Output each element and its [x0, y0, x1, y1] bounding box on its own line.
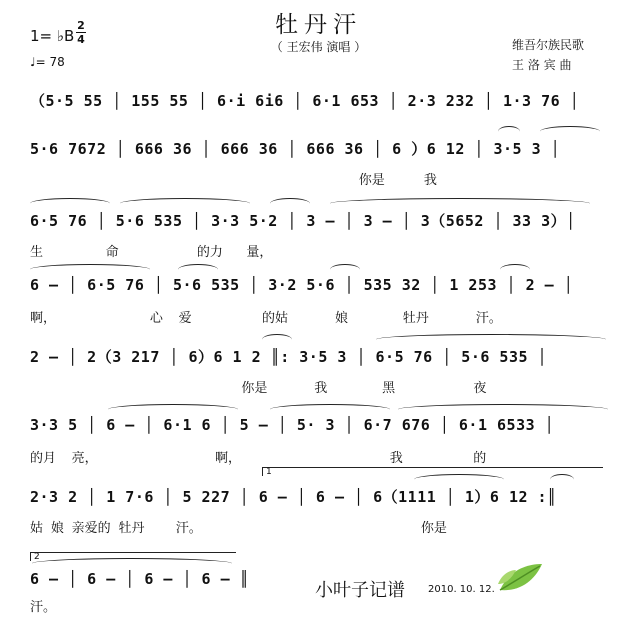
- slur: [30, 264, 150, 275]
- slur: [270, 404, 390, 415]
- slur: [376, 334, 606, 345]
- slur: [32, 558, 232, 569]
- slur: [178, 264, 218, 275]
- notes-line: 3·3 5 │ 6 – │ 6·1 6 │ 5 – │ 5· 3 │ 6·7 676 │ 6·1 6533 │: [30, 416, 555, 434]
- performer-subtitle: （ 王宏伟 演唱 ）: [270, 40, 367, 54]
- score-row-4: [30, 264, 608, 344]
- notes-line: 6 – │ 6·5 76 │ 5·6 535 │ 3·2 5·6 │ 535 32 │ 1 253 │ 2 – │: [30, 276, 574, 294]
- time-signature-top: 2: [77, 19, 85, 32]
- slur: [120, 198, 250, 209]
- slur: [30, 198, 110, 209]
- notes-line: 5·6 7672 │ 666 36 │ 666 36 │ 666 36 │ 6 ）6 12 │ 3·5 3 │: [30, 140, 561, 158]
- slur: [330, 198, 590, 209]
- song-title: 牡丹汗: [275, 12, 362, 38]
- score-row-2: [30, 126, 608, 206]
- slur: [398, 404, 608, 415]
- slur: [498, 126, 520, 137]
- lyrics-line: 你是 我: [30, 173, 437, 188]
- second-ending-number: 2: [34, 552, 40, 562]
- lyrics-line: 啊， 心 爱 的姑 娘 牡丹 汗。: [30, 311, 502, 326]
- transcriber-signature: 小叶子记谱: [315, 580, 405, 601]
- composer-label: 王 洛 宾 曲: [512, 58, 572, 72]
- key-signature: 1= ♭B: [30, 27, 75, 45]
- slur: [414, 474, 504, 485]
- lyrics-line: 汗。: [30, 600, 57, 615]
- slur: [550, 474, 574, 485]
- score-row-7: [30, 467, 608, 554]
- notes-line: 6·5 76 │ 5·6 535 │ 3·3 5·2 │ 3 – │ 3 – │ 3（5652 │ 33 3）│: [30, 212, 576, 230]
- tempo-marking: ♩= 78: [30, 55, 65, 69]
- slur: [500, 264, 530, 275]
- lyrics-line: 的月 亮， 啊， 我 的: [30, 451, 487, 466]
- time-signature: [76, 20, 86, 45]
- notes-line: 2·3 2 │ 1 7·6 │ 5 227 │ 6 – │ 6 – │ 6（1111 │ 1）6 12 :║: [30, 488, 557, 506]
- lyrics-line: 生 命 的力 量，: [30, 245, 273, 260]
- slur: [330, 264, 360, 275]
- lyrics-line: 姑 娘 亲爱的 牡丹 汗。 你是: [30, 521, 447, 536]
- notes-line: 6 – │ 6 – │ 6 – │ 6 – ║: [30, 570, 250, 588]
- first-ending-number: 1: [266, 467, 272, 477]
- time-signature-bottom: 4: [77, 33, 85, 46]
- genre-label: 维吾尔族民歌: [512, 38, 585, 52]
- slur: [262, 334, 292, 345]
- transcription-date: 2010. 10. 12.: [428, 584, 495, 595]
- leaf-icon: [496, 560, 544, 600]
- score-row-5: [30, 334, 608, 414]
- slur: [540, 126, 600, 137]
- slur: [108, 404, 238, 415]
- slur: [270, 198, 310, 209]
- lyrics-line: 你是 我 黑 夜: [30, 381, 487, 396]
- notes-line: （5·5 55 │ 155 55 │ 6·i 6i6 │ 6·1 653 │ 2·3 232 │ 1·3 76 │: [30, 92, 580, 110]
- notes-line: 2 – │ 2（3 217 │ 6）6 1 2 ║: 3·5 3 │ 6·5 76 │ 5·6 535 │: [30, 348, 548, 366]
